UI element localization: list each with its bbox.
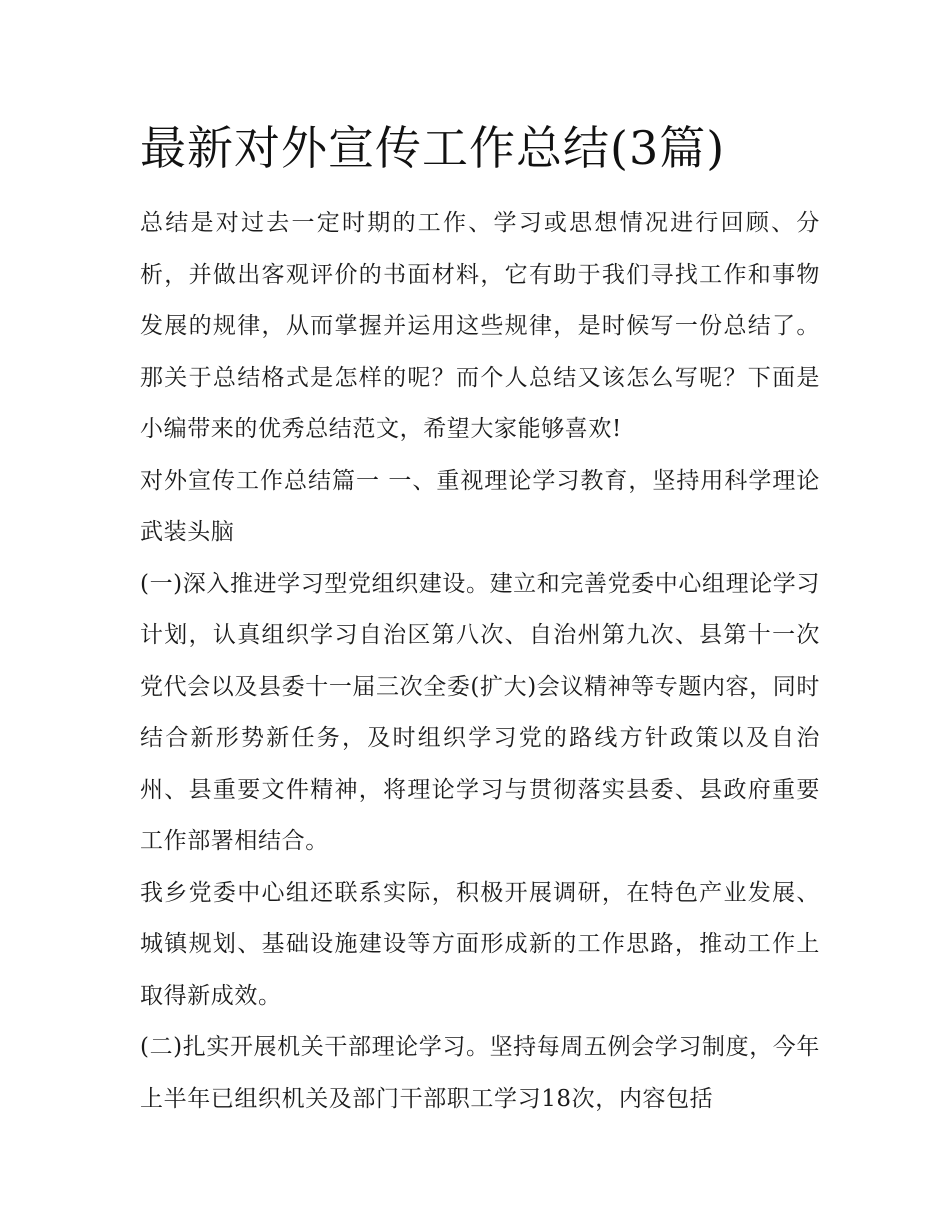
paragraph-item-two: (二)扎实开展机关干部理论学习。坚持每周五例会学习制度，今年上半年已组织机关及部门干部职工学习18次，内容包括 — [140, 1034, 820, 1112]
document-title: 最新对外宣传工作总结(3篇) — [140, 121, 726, 175]
paragraph-section-heading: 对外宣传工作总结篇一 一、重视理论学习教育，坚持用科学理论武装头脑 — [140, 467, 820, 545]
paragraph-item-one: (一)深入推进学习型党组织建设。建立和完善党委中心组理论学习计划，认真组织学习自治区第八次、自治州第九次、县第十一次党代会以及县委十一届三次全委(扩大)会议精神等专题内容，同时结合新形势新任务，及时组织学习党的路线方针政策以及自治州、县重要文件精神，将理论学习与贯彻落实县委、县政府重要工作部署相结合。 — [140, 570, 820, 854]
paragraph-intro: 总结是对过去一定时期的工作、学习或思想情况进行回顾、分析，并做出客观评价的书面材料，它有助于我们寻找工作和事物发展的规律，从而掌握并运用这些规律，是时候写一份总结了。那关于总结格式是怎样的呢？而个人总结又该怎么写呢？下面是小编带来的优秀总结范文，希望大家能够喜欢! — [140, 210, 820, 442]
paragraph-research: 我乡党委中心组还联系实际，积极开展调研，在特色产业发展、城镇规划、基础设施建设等方面形成新的工作思路，推动工作上取得新成效。 — [140, 879, 820, 1009]
document-page — [140, 112, 820, 1125]
